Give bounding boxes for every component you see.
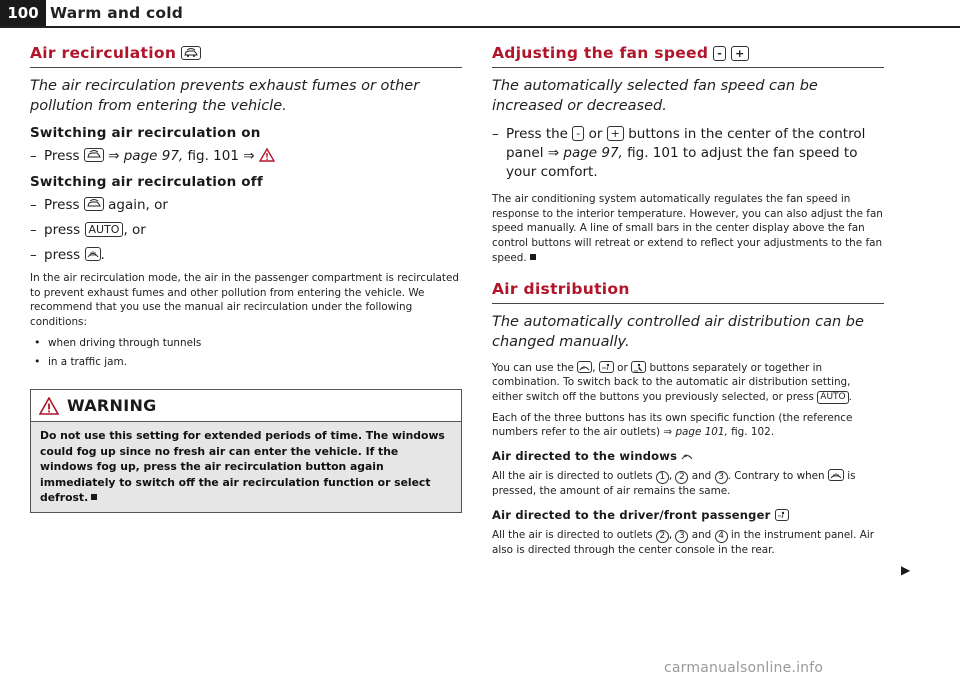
- watermark: carmanualsonline.info: [664, 660, 824, 676]
- fan-body: [492, 192, 884, 266]
- step-text: Press: [44, 148, 80, 164]
- auto-key: AUTO: [85, 222, 124, 237]
- recirc-button-icon: [84, 148, 104, 162]
- distribution-title-text: Air distribution: [492, 279, 630, 298]
- fan-minus-key: -: [572, 126, 584, 141]
- body-fragment: or: [617, 361, 628, 374]
- ref-arrow: ⇒: [547, 145, 560, 161]
- recirc-body: In the air recirculation mode, the air in the passenger compartment is recirculated to prevent exhaust fumes and other pollution from entering the vehicle. We recommend that you use the manual air recirculation under the following conditions:: [30, 272, 459, 329]
- outlet-2-marker: 2: [656, 530, 669, 543]
- outlet-1-marker: 1: [656, 471, 669, 484]
- page-ref-link[interactable]: page 101,: [675, 426, 728, 439]
- recirc-intro: The air recirculation prevents exhaust fumes or other pollution from entering the vehicle.: [30, 78, 420, 114]
- warning-header: [31, 390, 461, 422]
- step-text: again, or: [108, 197, 168, 213]
- warning-body: [31, 422, 461, 512]
- warning-box: [30, 389, 462, 513]
- recirc-on-step: [30, 147, 462, 166]
- body-fragment: You can use the: [492, 361, 574, 374]
- driver-heading: [492, 508, 884, 522]
- body-fragment: and: [691, 470, 712, 483]
- page-number: 100: [0, 0, 46, 26]
- fig-ref: fig. 102.: [731, 426, 775, 439]
- recirc-off-step-3: – press .: [30, 246, 462, 265]
- distribution-intro: The automatically controlled air distribution can be changed manually.: [492, 313, 864, 350]
- ref-arrow: ⇒: [663, 426, 673, 439]
- fan-section-title: [492, 44, 884, 68]
- warning-title: WARNING: [67, 396, 157, 416]
- outlet-4-marker: 4: [715, 530, 728, 543]
- defrost-button-icon: [828, 469, 844, 481]
- body-fragment: . Contrary to when: [727, 470, 825, 483]
- windows-heading-text: Air directed to the windows: [492, 449, 678, 464]
- fan-minus-key: -: [713, 46, 726, 61]
- ref-arrow: ⇒: [108, 148, 120, 164]
- outlet-3-marker: 3: [715, 471, 728, 484]
- step-text: to adjust the fan speed to your comfort.: [506, 145, 858, 180]
- continue-arrow-icon: ▶: [901, 563, 911, 577]
- recirc-bullet-1: • when driving through tunnels: [30, 336, 462, 351]
- auto-key: AUTO: [817, 391, 848, 404]
- body-fragment: in the instrument panel. Air also is directed through the center console in the rear.: [492, 528, 875, 556]
- fan-intro: The automatically selected fan speed can be increased or decreased.: [492, 78, 818, 114]
- body-fragment: All the air is directed to outlets: [492, 528, 653, 541]
- fig-ref: fig. 101: [187, 148, 239, 164]
- fan-plus-key: +: [731, 46, 749, 61]
- right-column: [492, 44, 884, 563]
- body-fragment: and: [691, 528, 712, 541]
- windshield-icon: [681, 450, 693, 461]
- warning-triangle-icon: [259, 148, 275, 162]
- recirc-off-step-1: [30, 196, 462, 215]
- page-ref-link[interactable]: page 97,: [123, 148, 184, 164]
- windows-text: All the air is directed to outlets 1 , 2 and 3 . Contrary to when is pressed, the amount of air remains the same.: [492, 470, 856, 498]
- warning-text: Do not use this setting for extended periods of time. The windows could fog up since no fresh air can enter the vehicle. If the windows fog up, press the air recirculation button again immediately to switch off the air recirculation function or select defrost.: [40, 429, 445, 505]
- fan-plus-key: +: [607, 126, 624, 141]
- windows-heading: [492, 449, 884, 463]
- left-column: [30, 44, 462, 513]
- recirc-title-text: Air recirculation: [30, 44, 177, 62]
- step-text: or: [588, 126, 603, 142]
- upper-body-button-icon: [599, 361, 614, 373]
- driver-heading-text: Air directed to the driver/front passenger: [492, 507, 771, 522]
- fan-title-text: Adjusting the fan speed: [492, 44, 709, 62]
- chapter-title: Warm and cold: [50, 4, 184, 22]
- distribution-section-title: [492, 280, 884, 304]
- end-mark-icon: [91, 494, 97, 500]
- fan-step: [492, 125, 884, 182]
- recirc-car-icon: [181, 46, 201, 60]
- recirc-off-heading: Switching air recirculation off: [30, 174, 263, 190]
- step-text: Press the: [506, 126, 568, 142]
- recirc-off-step-2: [30, 221, 462, 240]
- distribution-p1: You can use the , or buttons separately or together in combination. To switch back to the automatic air distribution setting, either switch off the buttons you previously selected, or press AUTO .: [492, 361, 852, 403]
- warning-triangle-icon: [39, 397, 59, 415]
- driver-text: All the air is directed to outlets 2 , 3 and 4 in the instrument panel. Air also is directed through the center console in the rear.: [492, 528, 875, 556]
- distribution-p2: [492, 411, 884, 440]
- body-fragment: Each of the three buttons has its own specific function (the reference numbers refer to the air outlets): [492, 411, 853, 439]
- recirc-section-title: [30, 44, 462, 68]
- windshield-button-icon: [577, 361, 592, 373]
- step-text: press: [44, 247, 81, 263]
- ref-arrow: ⇒: [243, 148, 255, 164]
- body-fragment: buttons separately or together in combination. To switch back to the automatic air distribution setting, either switch off the buttons you previously selected, or press: [492, 361, 851, 403]
- body-fragment: is pressed, the amount of air remains the same.: [492, 470, 856, 498]
- step-text: buttons in the center of the control panel: [506, 126, 866, 161]
- fig-ref: fig. 101: [627, 145, 679, 161]
- outlet-3-marker: 3: [675, 530, 688, 543]
- step-text: , or: [123, 222, 146, 238]
- footwell-button-icon: [631, 361, 646, 373]
- end-mark-icon: [530, 254, 536, 260]
- recirc-bullet-2: • in a traffic jam.: [30, 355, 462, 370]
- outlet-2-marker: 2: [675, 471, 688, 484]
- recirc-on-heading: Switching air recirculation on: [30, 125, 261, 141]
- recirc-button-icon: [84, 197, 104, 211]
- step-text: Press: [44, 197, 80, 213]
- page-ref-link[interactable]: page 97,: [563, 145, 623, 161]
- header-rule: [0, 26, 960, 28]
- step-text: press: [44, 222, 81, 238]
- fan-body-text: The air conditioning system automatically regulates the fan speed in response to the interior temperature. However, you can also adjust the fan speed manually. A line of small bars in the center display above the fan control buttons will retreat or extend to reflect your adjustments to the fan speed.: [492, 193, 883, 264]
- upper-body-icon: [775, 509, 789, 521]
- body-fragment: All the air is directed to outlets: [492, 470, 653, 483]
- defrost-button-icon: [85, 247, 101, 261]
